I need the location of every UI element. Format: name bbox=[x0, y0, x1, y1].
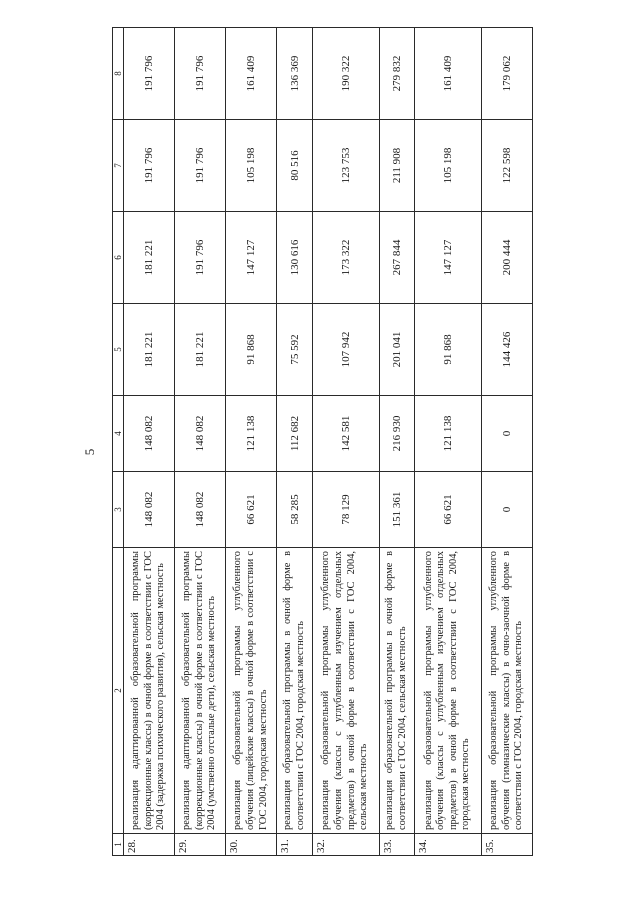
page-number: 5 bbox=[82, 448, 97, 456]
cost-table bbox=[112, 27, 533, 856]
value-cell: 148 082 bbox=[175, 396, 226, 472]
value-cell: 112 682 bbox=[277, 396, 312, 472]
value-cell: 173 322 bbox=[312, 212, 379, 304]
row-number: 28. bbox=[124, 834, 175, 856]
value-cell: 181 221 bbox=[175, 304, 226, 396]
row-description: реализация образовательной программы в очной форме в соответствии с ГОС 2004, сельская местность bbox=[379, 548, 414, 834]
value-cell: 148 082 bbox=[175, 472, 226, 548]
column-header: 7 bbox=[113, 120, 124, 212]
column-header: 5 bbox=[113, 304, 124, 396]
value-cell: 105 198 bbox=[414, 120, 481, 212]
row-number: 31. bbox=[277, 834, 312, 856]
value-cell: 191 796 bbox=[175, 212, 226, 304]
row-description: реализация образовательной программы углубленного обучения (классы с углубленным изучением отдельных предметов) в очной форме в соответствии с ГОС 2004, городская местность bbox=[414, 548, 481, 834]
column-header: 2 bbox=[113, 548, 124, 834]
row-description: реализация адаптированной образовательной программы (коррекционные классы) в очной форме в соответствии с ГОС 2004 (умственно отсталые дети), сельская местность bbox=[175, 548, 226, 834]
row-description: реализация адаптированной образовательной программы (коррекционные классы) в очной форме в соответствии с ГОС 2004 (задержка психического развития), сельская местность bbox=[124, 548, 175, 834]
row-number: 32. bbox=[312, 834, 379, 856]
value-cell: 211 908 bbox=[379, 120, 414, 212]
table-row bbox=[379, 28, 414, 856]
value-cell: 151 361 bbox=[379, 472, 414, 548]
value-cell: 0 bbox=[481, 396, 532, 472]
value-cell: 122 598 bbox=[481, 120, 532, 212]
table-row bbox=[277, 28, 312, 856]
value-cell: 201 041 bbox=[379, 304, 414, 396]
value-cell: 80 516 bbox=[277, 120, 312, 212]
value-cell: 191 796 bbox=[175, 28, 226, 120]
column-header: 1 bbox=[113, 834, 124, 856]
value-cell: 75 592 bbox=[277, 304, 312, 396]
value-cell: 279 832 bbox=[379, 28, 414, 120]
value-cell: 191 796 bbox=[175, 120, 226, 212]
column-header: 6 bbox=[113, 212, 124, 304]
value-cell: 105 198 bbox=[226, 120, 277, 212]
table-row bbox=[226, 28, 277, 856]
value-cell: 58 285 bbox=[277, 472, 312, 548]
value-cell: 91 868 bbox=[226, 304, 277, 396]
column-header: 4 bbox=[113, 396, 124, 472]
row-number: 35. bbox=[481, 834, 532, 856]
value-cell: 144 426 bbox=[481, 304, 532, 396]
table-header-row bbox=[113, 28, 124, 856]
value-cell: 0 bbox=[481, 472, 532, 548]
table-row bbox=[414, 28, 481, 856]
column-header: 3 bbox=[113, 472, 124, 548]
value-cell: 78 129 bbox=[312, 472, 379, 548]
row-number: 33. bbox=[379, 834, 414, 856]
value-cell: 191 796 bbox=[124, 120, 175, 212]
rotated-table-container bbox=[112, 28, 533, 856]
table-row bbox=[312, 28, 379, 856]
value-cell: 190 322 bbox=[312, 28, 379, 120]
value-cell: 181 221 bbox=[124, 212, 175, 304]
value-cell: 191 796 bbox=[124, 28, 175, 120]
table-row bbox=[481, 28, 532, 856]
table-row bbox=[124, 28, 175, 856]
value-cell: 147 127 bbox=[414, 212, 481, 304]
value-cell: 161 409 bbox=[414, 28, 481, 120]
row-number: 30. bbox=[226, 834, 277, 856]
row-description: реализация образовательной программы углубленного обучения (гимназические классы) в очно-заочной форме в соответствии с ГОС 2004, городская местность bbox=[481, 548, 532, 834]
value-cell: 148 082 bbox=[124, 472, 175, 548]
row-number: 34. bbox=[414, 834, 481, 856]
value-cell: 200 444 bbox=[481, 212, 532, 304]
value-cell: 142 581 bbox=[312, 396, 379, 472]
value-cell: 179 062 bbox=[481, 28, 532, 120]
value-cell: 121 138 bbox=[226, 396, 277, 472]
value-cell: 91 868 bbox=[414, 304, 481, 396]
value-cell: 66 621 bbox=[226, 472, 277, 548]
row-description: реализация образовательной программы углубленного обучения (лицейские классы) в очной форме в соответствии с ГОС 2004, городская местность bbox=[226, 548, 277, 834]
value-cell: 267 844 bbox=[379, 212, 414, 304]
value-cell: 107 942 bbox=[312, 304, 379, 396]
value-cell: 181 221 bbox=[124, 304, 175, 396]
table-row bbox=[175, 28, 226, 856]
row-description: реализация образовательной программы в очной форме в соответствии с ГОС 2004, городская местность bbox=[277, 548, 312, 834]
value-cell: 136 369 bbox=[277, 28, 312, 120]
value-cell: 66 621 bbox=[414, 472, 481, 548]
value-cell: 123 753 bbox=[312, 120, 379, 212]
value-cell: 161 409 bbox=[226, 28, 277, 120]
value-cell: 130 616 bbox=[277, 212, 312, 304]
value-cell: 148 082 bbox=[124, 396, 175, 472]
value-cell: 216 930 bbox=[379, 396, 414, 472]
value-cell: 147 127 bbox=[226, 212, 277, 304]
row-description: реализация образовательной программы углубленного обучения (классы с углубленным изучением отдельных предметов) в очной форме в соответствии с ГОС 2004, сельская местность bbox=[312, 548, 379, 834]
row-number: 29. bbox=[175, 834, 226, 856]
column-header: 8 bbox=[113, 28, 124, 120]
value-cell: 121 138 bbox=[414, 396, 481, 472]
